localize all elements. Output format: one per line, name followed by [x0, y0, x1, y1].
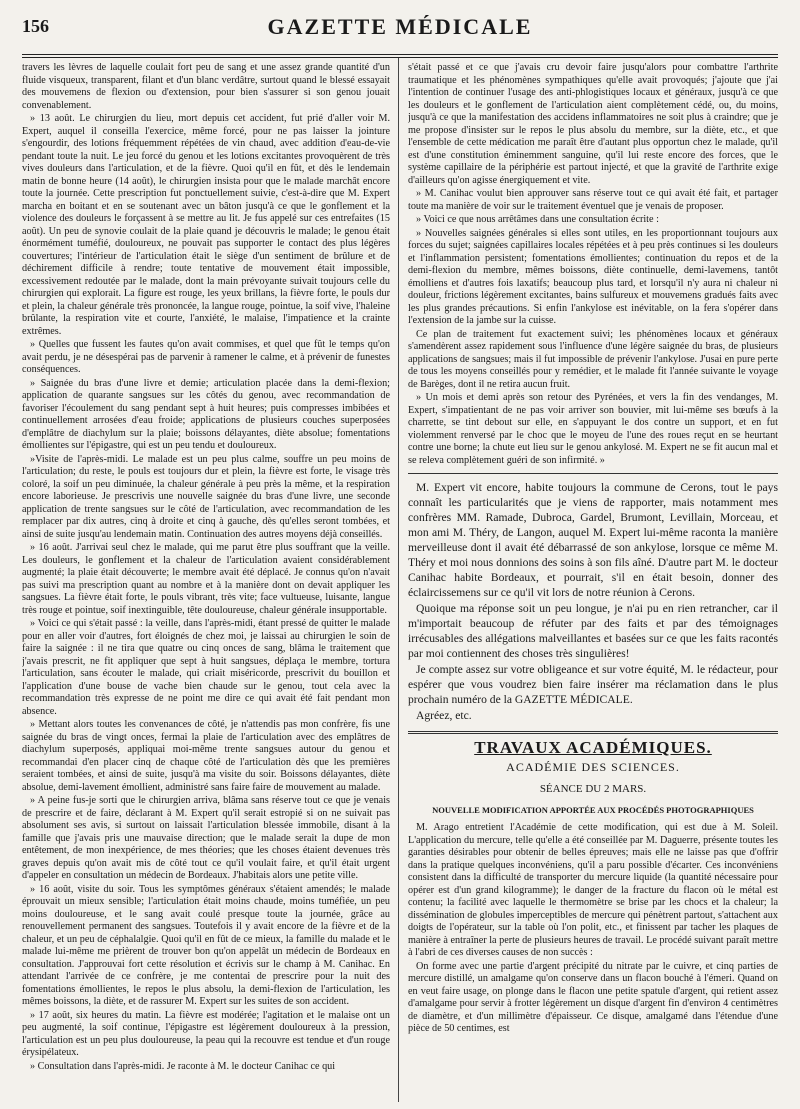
paragraph: » A peine fus-je sorti que le chirurgien arriva, blâma sans réserve tout ce que je venais de prescrire et de faire, déclarant à M. Expert qu'il serait estropié si on ne suivait pas absolument ses avis, si surtout on laissait l'articulation blessée immobile, disant à la famille que j'avais pris une mauvaise direction; que le malade serait la dupe de mon entêtement, de mon inexpérience, de mes théories; que les choses étaient devenues très graves depuis qu'on avait mis de côté tout ce qu'il voulait faire, et qu'il était urgent d'appeler en consultation un médecin de Bordeaux. J'habitais alors une petite ville. — [22, 795, 390, 881]
paragraph: » Voici ce qui s'était passé : la veille, dans l'après-midi, étant pressé de quitter le malade pour en aller voir d'autres, fort éloignés de chez moi, je laissai au chirurgien le soin de faire la saignée : il ne tira que quatre ou cinq onces de sang, blâma le traitement que j'avais prescrit, ne fit appliquer que sept à huit sangsues, déplaça le membre, tortura l'articulation, sans écouter le malade, qui criait miséricorde, prescrivit du bouillon et l'application d'une bouse de vache bien chaude sur le genou, tout cela avec la recommandation très expresse de ne point me dire ce qui avait été fait pendant mon absence. — [22, 618, 390, 717]
right-column — [408, 62, 778, 1102]
header-rule — [22, 54, 778, 55]
column-separator — [398, 58, 399, 1102]
paragraph: » Saignée du bras d'une livre et demie; articulation placée dans la demi-flexion; application de quarante sangsues sur les côtés du genou, avec recommandation de favoriser l'écoulement du sang pendant sept à huit heures; puis compresses imbibées et continuellement arrosées d'eau froide; applications de plusieurs couches superposées d'emplâtre de diachylum sur la plaie; boissons délayantes, diète absolue; fomentations émollientes sur l'épigastre, qui est un peu tendu et douloureux. — [22, 377, 390, 451]
paragraph: » 13 août. Le chirurgien du lieu, mort depuis cet accident, fut prié d'aller voir M. Expert, auquel il conseilla l'exercice, même forcé, pour ne pas laisser la jointure s'engourdir, des lotions fréquemment répétées de vin chaud, avec addition d'eau-de-vie pendant toute la nuit. Le jeu forcé du genou et les lotions excitantes provoquèrent de très vives douleurs dans l'articulation, et de la fièvre. Quoi qu'il en fût, et dès le lendemain matin de bonne heure (14 août), le chirurgien insista pour que le malade marchât encore toute la journée. Cette prescription fut ponctuellement suivie, c'est-à-dire que M. Expert marcha en boitant et en se soutenant avec un bâton jusqu'à ce que le gonflement et la violence des douleurs le forçassent à se mettre au lit. Je fus appelé sur ces entrefaites (15 août). Un peu de synovie coulait de la plaie quand je découvris le malade; le genou était énormément tuméfié, douloureux, ne pouvait pas supporter le contact des plus légères couvertures; l'intérieur de l'articulation était le siège d'un sentiment de brûlure et de déchirement difficile à rendre; toute tentative de mouvement était impossible, excessivement redoutée par le malade, dont la main prévoyante suivait toujours celle du chirurgien qui explorait. La figure est rouge, les yeux brillans, la fièvre forte, le pouls dur et plein, la chaleur générale très prononcée, la langue rouge, pointue, la soif vive, l'haleine brûlante, la respiration vite et courte, l'anxiété, le malaise, l'impatience et la crainte extrêmes. — [22, 113, 390, 337]
paragraph: » Consultation dans l'après-midi. Je raconte à M. le docteur Canihac ce qui — [30, 1060, 336, 1072]
paragraph: » Quelles que fussent les fautes qu'on avait commises, et quel que fût le temps qu'on avait perdu, je ne désespérai pas de parvenir à ramener le calme, et à prévenir de funestes conséquences. — [22, 339, 390, 375]
paragraph: » 17 août, six heures du matin. La fièvre est modérée; l'agitation et le malaise ont un peu augmenté, la soif continue, l'épigastre est légèrement douloureux à la pression, l'articulation est un peu plus douloureuse, la peau qui la recouvre est tendue et d'un rouge érysipélateux. — [22, 1009, 390, 1058]
header-rule-2 — [22, 57, 778, 58]
paragraph: Je compte assez sur votre obligeance et sur votre équité, M. le rédacteur, pour espérer que vous voudrez bien faire insérer ma réclamation dans le plus prochain numéro de la GAZETTE MÉDICALE. — [408, 663, 778, 706]
journal-title: GAZETTE MÉDICALE — [267, 14, 533, 39]
paragraph: Ce plan de traitement fut exactement suivi; les phénomènes locaux et généraux s'amendèrent assez rapidement sous l'influence d'une légère saignée du bras, de plusieurs applications de sangsues; mais il fut impossible de prévenir l'ankylose. J'usai en pure perte de tous les moyens conseillés pour y remédier, et le malade fit l'année suivante le voyage de Barèges, dont il ne retira aucun fruit. — [408, 328, 778, 390]
page-header — [22, 12, 778, 52]
signoff: Agréez, etc. — [416, 709, 472, 722]
paragraph: » 16 août, visite du soir. Tous les symptômes généraux s'étaient amendés; le malade éprouvait un mieux sensible; l'articulation était moins chaude, moins tuméfiée, un peu moins douloureuse, et le sang avait coulé presque toute la journée, grâce au renouvellement permanent des sangsues. Toutefois il y avait encore de la fièvre et de la chaleur, et un peu de céphalalgie. Quoi qu'il en fût de ce mieux, la famille du malade et le malade lui-même me prièrent de trouver bon qu'on appelât un médecin de Bordeaux en consultation. J'approuvai fort cette résolution et écrivis sur le champ à M. Canihac. En attendant l'arrivée de ce confrère, je me contentai de prescrire pour la nuit des fomentations émollientes, le repos le plus absolu, la demi-flexion de l'articulation, les mêmes boissons, la diète, et de rassurer M. Expert sur les suites de son accident. — [22, 883, 390, 1007]
section-divider — [408, 731, 778, 734]
article-heading: NOUVELLE MODIFICATION APPORTÉE AUX PROCÉDÉS PHOTOGRAPHIQUES — [432, 804, 754, 815]
paragraph: M. Expert vit encore, habite toujours la commune de Cerons, tout le pays connaît les particularités que je viens de rapporter, mais notamment mes confrères MM. Ramade, Dubroca, Gardel, Brumont, Levillain, Morceau, et mon ami M. Théry, de Langon, auquel M. Expert lui-même raconta la manière merveilleuse dont il avait été débarrassé de son ankylose, lorsque ce même M. Théry et moi nous donnions des soins à son fils aîné. D'autre part M. le docteur Canihac habite Bordeaux, et pourrait, s'il en était besoin, donner des éclaircissemens sur ce qu'il vit lors de notre réunion à Cerons. — [408, 481, 778, 599]
paragraph: » M. Canihac voulut bien approuver sans réserve tout ce qui avait été fait, et partager toute ma manière de voir sur le traitement éventuel que je venais de proposer. — [408, 188, 778, 212]
paragraph: » Nouvelles saignées générales si elles sont utiles, en les proportionnant toujours aux forces du sujet; saignées capillaires locales répétées et à peu près continues si les douleurs et l'inflammation persistent; fomentations émollientes; continuation du repos et de la demi-flexion du membre, mêmes boissons, diète continuelle, demi-lavemens, tantôt émolliens et d'autres fois laxatifs; beaucoup plus tard, et lorsqu'il n'y aura ni chaleur ni douleur, frictions légèrement excitantes, bains sulfureux et mouvemens gradués faits avec les plus grandes précautions. Si enfin l'ankylose est inévitable, on la fera s'opérer dans l'extension de la jambe sur la cuisse. — [408, 227, 778, 326]
divider — [408, 473, 778, 474]
page-number: 156 — [22, 16, 49, 36]
paragraph: »Visite de l'après-midi. Le malade est un peu plus calme, souffre un peu moins de l'articulation; du reste, le pouls est toujours dur et plein, la fièvre est forte, le visage très coloré, la soif un peu diminuée, la chaleur générale à peu près la même, et la respiration encore laborieuse. Je prescrivis une nouvelle saignée du bras d'une livre, une seconde application de trente sangsues sur le côté de l'articulation, avec recommandation de les remplacer par dix autres, cinq à droite et cinq à gauche, dès qu'elles seront tombées, et ainsi de suite jusqu'au lendemain matin. Continuation des autres moyens déjà conseillés. — [22, 453, 390, 540]
paragraph: » 16 août. J'arrivai seul chez le malade, qui me parut être plus souffrant que la veille. Les douleurs, le gonflement et la chaleur de l'articulation avaient considérablement augmenté; la plaie était découverte; le membre avait été déplacé. Je connus qu'on n'avait pas suivi ma prescription quant au nombre et à la manière dont on devait appliquer les sangsues. La fièvre était forte, le pouls vibrant, très vite; face vultueuse, luisante, langue très rouge et pointue, soif inextinguible, tête douloureuse, chaleur générale insupportable. — [22, 542, 390, 616]
paragraph: » Mettant alors toutes les convenances de côté, je n'attendis pas mon confrère, fis une saignée du bras de vingt onces, fermai la plaie de l'articulation avec des emplâtres de diachylum superposés, appliquai moi-même trente sangsues autour du genou et recommandai d'en placer cinq de chaque côté de l'articulation dès que les premières seraient tombées, et ainsi de suite, jusqu'à ma visite du soir. Boissons délayantes, diète absolue, demi-lavement émollient, administré sans faire faire de mouvement au malade. — [22, 719, 390, 793]
paragraph: » Voici ce que nous arrêtâmes dans une consultation écrite : — [416, 214, 659, 225]
paragraph: M. Arago entretient l'Académie de cette modification, qui est due à M. Soleil. L'application du mercure, telle qu'elle a été conseillée par M. Daguerre, présente toutes les garanties désirables pour obtenir de belles épreuves; mais elle ne laisse pas que d'offrir dans la pratique quelques inconvéniens, qu'il a paru possible d'écarter. Ces inconvéniens consistent dans la difficulté de transporter du mercure liquide (la quantité nécessaire pour opérer est d'un grand kilogramme); le danger de la fracture du flacon où le métal est contenu; la facilité avec laquelle le thermomètre se brise par les chocs et la chaleur; la dissémination de globules imperceptibles de mercure qui pénètrent partout, s'attachent aux doigts de l'opérateur, sur la table où l'on polit, etc., et finissent par tacher les plaques de manière à entraîner la perte de plusieurs heures de travail. Le procédé suivant paraît mettre à l'abri de ces diverses causes de non succès : — [408, 822, 778, 958]
paragraph: Quoique ma réponse soit un peu longue, je n'ai pu en rien retrancher, car il m'importait beaucoup de réfuter par des faits et par des témoignages irrécusables des allégations malveillantes et basées sur ce que les faits racontés par moi contiennent des choses très singulières! — [408, 602, 778, 660]
paragraph: s'était passé et ce que j'avais cru devoir faire jusqu'alors pour combattre l'arthrite traumatique et les phénomènes sympathiques qu'elle avait provoqués; j'ajoute que j'ai l'intention de continuer l'usage des anti-phlogistiques locaux et généraux, jusqu'à ce que les douleurs et le gonflement de l'articulation aient complètement cédé, ou, du moins, jusqu'à ce que la manifestation des accidens inflammatoires ne soit plus à craindre; que je me propose d'insister sur le repos le plus absolu du membre, sur la diète, etc., et que l'ensemble de cette médication me paraît être d'autant plus opportun chez le malade, qu'il est d'une constitution éminemment sanguine, qu'il lui reste encore des forces, que le système capillaire de la périphérie est partout injecté, et que la gravité de l'arthrite exige d'ailleurs qu'on agisse énergiquement et vite. — [408, 62, 778, 186]
paragraph: On forme avec une partie d'argent précipité du nitrate par le cuivre, et cinq parties de mercure distillé, un amalgame qu'on conserve dans un flacon bouché à l'émeri. Quand on en veut faire usage, on plonge dans le flacon une petite spatule d'argent, qui retient assez d'amalgame pour servir à frotter légèrement un disque d'argent fin d'environ 4 centimètres de diamètre, et d'un millimètre d'épaisseur. Ce disque, amalgamé dans l'étendue d'une pièce de 50 centimes, est — [408, 960, 778, 1034]
session-date: SÉANCE DU 2 MARS. — [539, 783, 647, 795]
section-subtitle: ACADÉMIE DES SCIENCES. — [506, 759, 680, 774]
paragraph: travers les lèvres de laquelle coulait fort peu de sang et une assez grande quantité d'un fluide visqueux, transparent, filant et d'un blanc verdâtre, surtout quand le blessé essayait des mouvemens de flexion ou d'extension, pour bien s'assurer si son genou jouait convenablement. — [22, 62, 390, 111]
paragraph: » Un mois et demi après son retour des Pyrénées, et vers la fin des vendanges, M. Expert, s'impatientant de ne pas voir arriver son bouvier, mit lui-même ses bœufs à la charrette, se tint debout sur elle, en s'appuyant le dos contre un support, et en fut violemment renversé par le choc que le moyeu de l'une des roues reçut en se heurtant contre une borne; la chute eut lieu sur le genou ankylosé. M. Expert ne se fit aucun mal et se releva complètement guéri de son infirmité. » — [408, 392, 778, 466]
section-title: TRAVAUX ACADÉMIQUES. — [474, 738, 712, 757]
left-column — [22, 62, 390, 1102]
